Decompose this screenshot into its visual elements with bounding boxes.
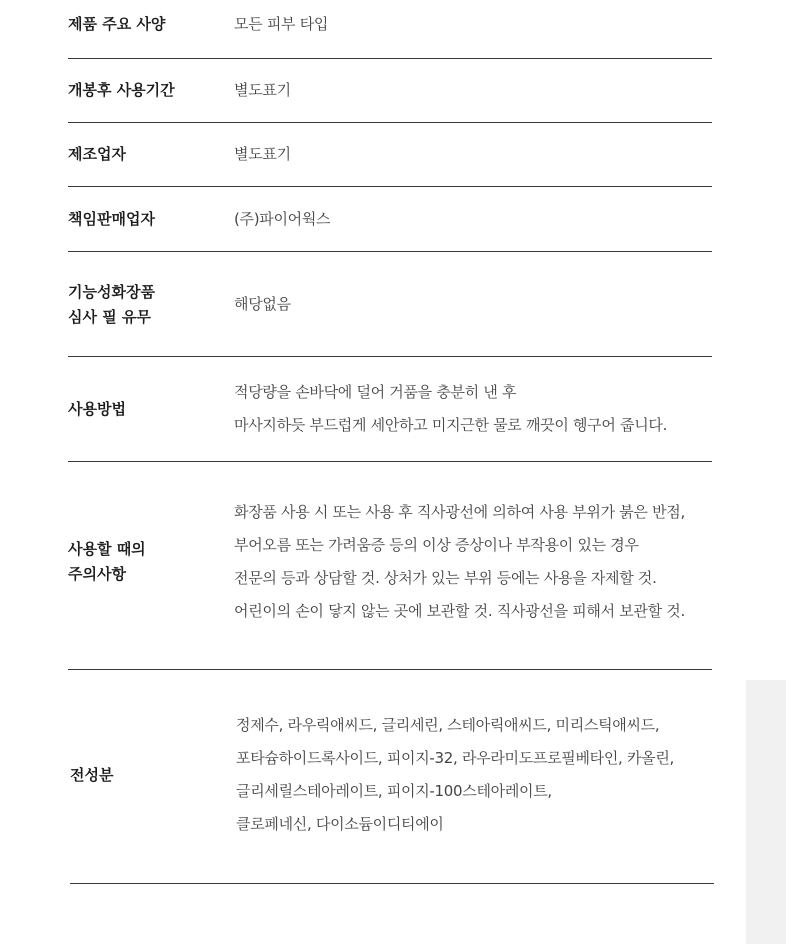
value-line: 별도표기 — [234, 81, 291, 99]
value-line: 글리세릴스테아레이트, 피이지-100스테아레이트, — [236, 782, 552, 800]
value-line: 별도표기 — [234, 145, 291, 163]
value-line: 정제수, 라우릭애씨드, 글리세린, 스테아릭애씨드, 미리스틱애씨드, — [236, 716, 660, 734]
value-line: 어린이의 손이 닿지 않는 곳에 보관할 것. 직사광선을 피해서 보관할 것. — [234, 602, 685, 620]
row-value — [234, 74, 291, 107]
row-label: 책임판매업자 — [68, 210, 155, 228]
value-line: (주)파이어웍스 — [234, 210, 331, 228]
value-line: 적당량을 손바닥에 덜어 거품을 충분히 낸 후 — [234, 383, 517, 401]
row-value — [234, 8, 328, 41]
row-value — [234, 203, 330, 236]
row-label: 사용방법 — [68, 400, 126, 418]
row-label: 제조업자 — [68, 145, 126, 163]
row-value — [234, 138, 291, 171]
spec-row-usage — [68, 357, 712, 462]
spec-row-manufacturer — [68, 123, 712, 187]
value-line: 마사지하듯 부드럽게 세안하고 미지근한 물로 깨끗이 헹구어 줍니다. — [234, 416, 668, 434]
value-line: 모든 피부 타입 — [234, 15, 329, 33]
row-label: 개봉후 사용기간 — [68, 81, 175, 99]
value-line: 부어오름 또는 가려움증 등의 이상 증상이나 부작용이 있는 경우 — [234, 536, 639, 554]
value-line: 화장품 사용 시 또는 사용 후 직사광선에 의하여 사용 부위가 붉은 반점, — [234, 503, 685, 521]
spec-row-distributor — [68, 187, 712, 252]
spec-row-functional-review — [68, 252, 712, 357]
value-line: 해당없음 — [234, 295, 291, 313]
row-label: 제품 주요 사양 — [68, 15, 166, 33]
row-label: 기능성화장품 심사 필 유무 — [68, 283, 155, 326]
spec-row-ingredients — [70, 670, 714, 884]
value-line: 포타슘하이드록사이드, 피이지-32, 라우라미도프로필베타인, 카올린, — [236, 749, 675, 767]
row-value — [236, 709, 674, 841]
spec-row-product-spec — [68, 0, 712, 59]
spec-row-precautions — [68, 462, 712, 670]
row-label: 전성분 — [70, 766, 114, 784]
row-value — [234, 288, 291, 321]
value-line: 클로페네신, 다이소듐이디티에이 — [236, 815, 444, 833]
spec-row-shelf-life — [68, 59, 712, 123]
row-value — [234, 496, 685, 628]
value-line: 전문의 등과 상담할 것. 상처가 있는 부위 등에는 사용을 자제할 것. — [234, 569, 657, 587]
row-value — [234, 376, 667, 442]
row-label: 사용할 때의 주의사항 — [68, 540, 146, 583]
